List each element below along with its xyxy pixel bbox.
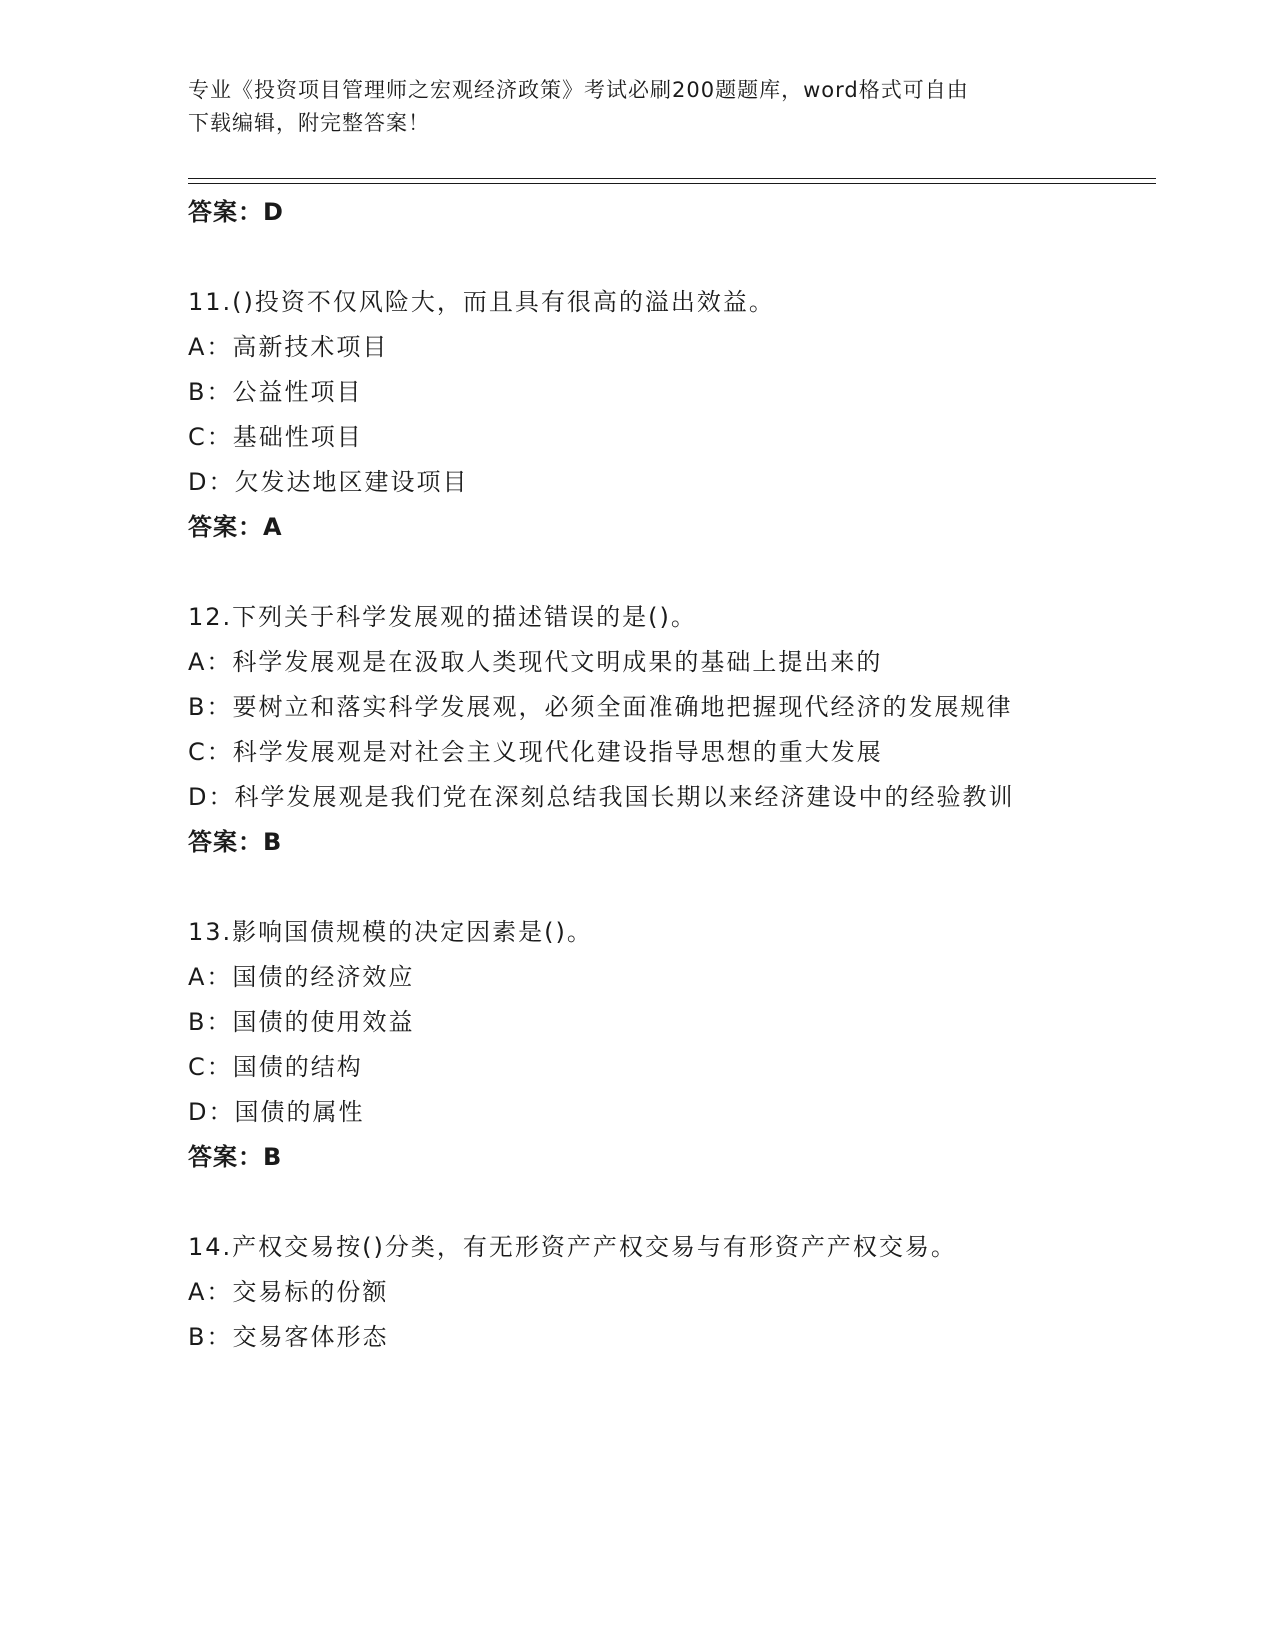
option-a: A：科学发展观是在汲取人类现代文明成果的基础上提出来的 [188, 648, 883, 676]
option-b: B：交易客体形态 [188, 1323, 389, 1351]
document-header [188, 74, 1088, 140]
option-b: B：要树立和落实科学发展观，必须全面准确地把握现代经济的发展规律 [188, 693, 1013, 721]
question-list [188, 190, 1088, 1360]
answer: 答案：B [188, 828, 283, 856]
option-a: A：交易标的份额 [188, 1278, 389, 1306]
question-stem: 14.产权交易按()分类，有无形资产产权交易与有形资产产权交易。 [188, 1233, 957, 1261]
option-c: C：科学发展观是对社会主义现代化建设指导思想的重大发展 [188, 738, 883, 766]
header-divider-top [188, 178, 1156, 179]
header-line-1: 专业《投资项目管理师之宏观经济政策》考试必刷200题题库，word格式可自由 [188, 78, 969, 102]
option-a: A：国债的经济效应 [188, 963, 415, 991]
question-stem: 12.下列关于科学发展观的描述错误的是()。 [188, 603, 697, 631]
option-d: D：欠发达地区建设项目 [188, 468, 469, 496]
question-block [188, 910, 1088, 1180]
question-stem: 13.影响国债规模的决定因素是()。 [188, 918, 593, 946]
question-block [188, 280, 1088, 550]
spacer [188, 550, 1088, 595]
header-line-2: 下载编辑，附完整答案！ [188, 111, 430, 135]
header-divider-bottom [188, 183, 1156, 184]
spacer [188, 865, 1088, 910]
spacer [188, 1180, 1088, 1225]
option-b: B：国债的使用效益 [188, 1008, 415, 1036]
option-d: D：国债的属性 [188, 1098, 365, 1126]
answer-previous: 答案：D [188, 198, 284, 226]
option-c: C：国债的结构 [188, 1053, 363, 1081]
question-stem: 11.()投资不仅风险大，而且具有很高的溢出效益。 [188, 288, 775, 316]
question-block [188, 595, 1088, 865]
question-block [188, 1225, 1088, 1360]
option-a: A：高新技术项目 [188, 333, 389, 361]
option-c: C：基础性项目 [188, 423, 363, 451]
answer: 答案：A [188, 513, 283, 541]
spacer [188, 235, 1088, 280]
answer: 答案：B [188, 1143, 283, 1171]
option-d: D：科学发展观是我们党在深刻总结我国长期以来经济建设中的经验教训 [188, 783, 1015, 811]
option-b: B：公益性项目 [188, 378, 363, 406]
